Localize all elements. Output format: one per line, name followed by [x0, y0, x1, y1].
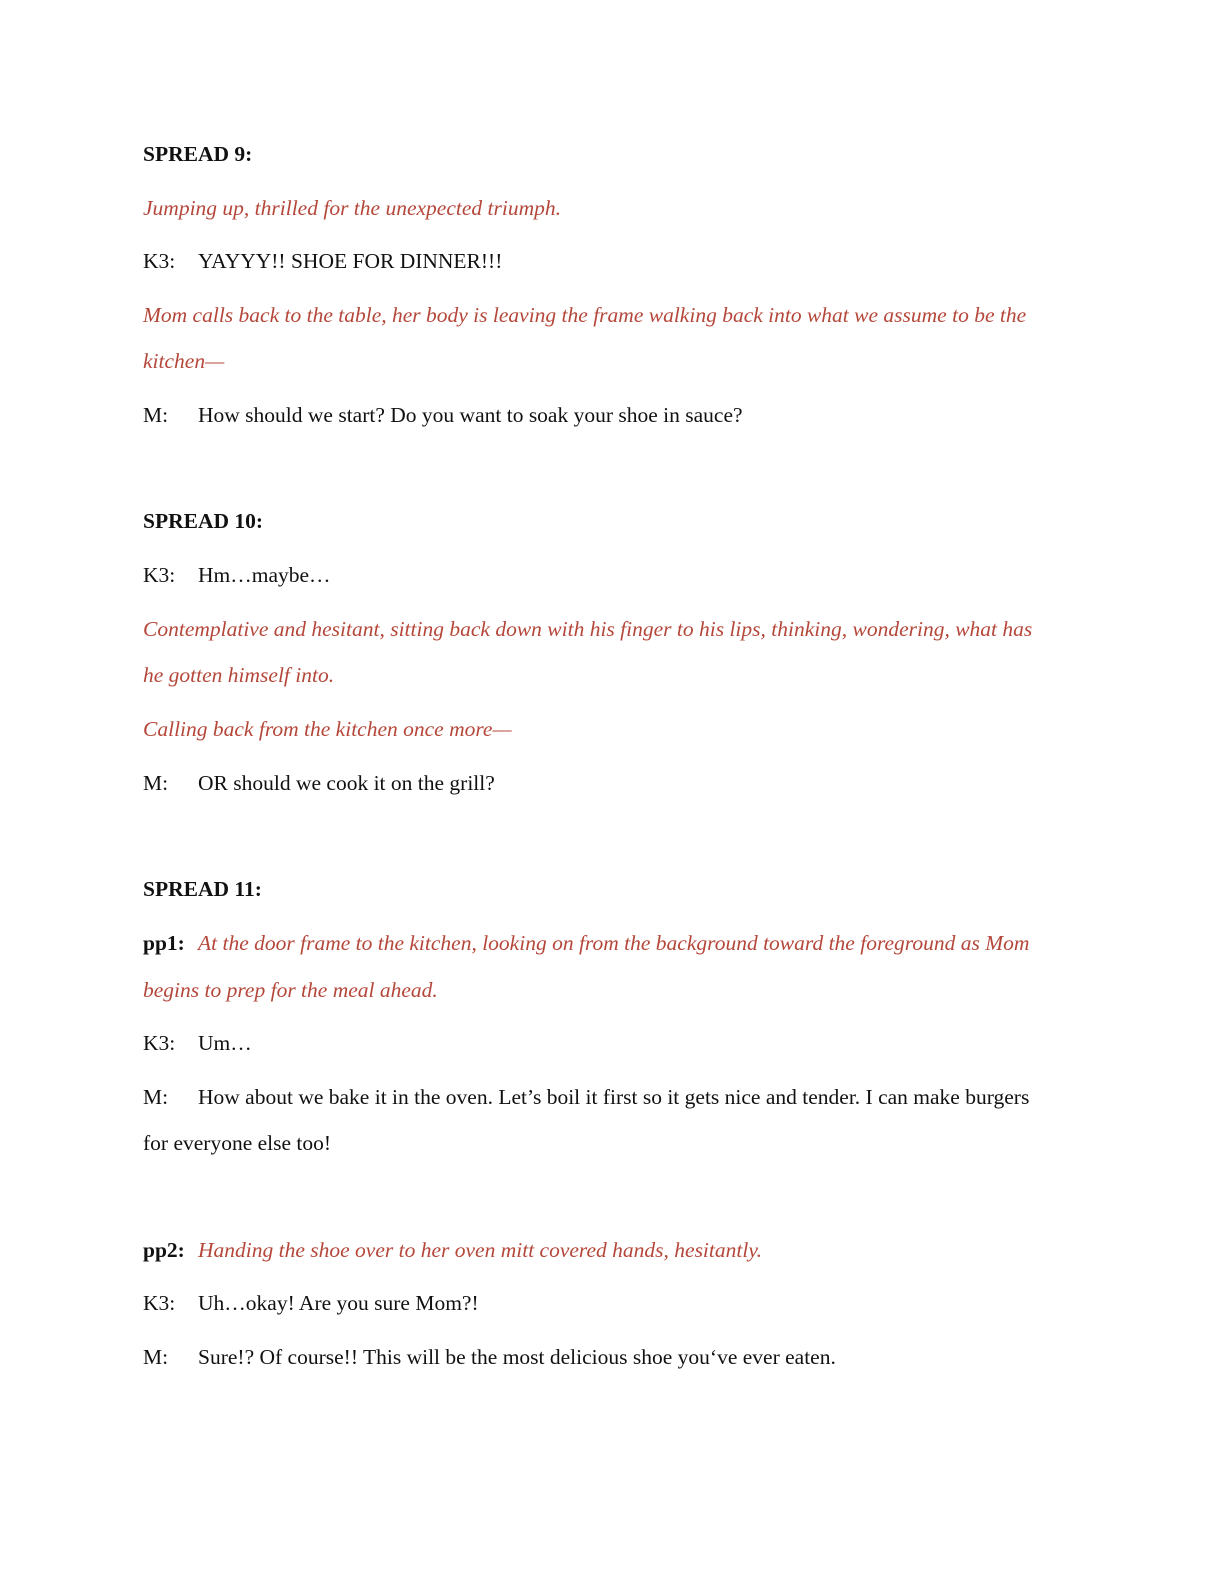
- dialogue-text: Sure!? Of course!! This will be the most delicious shoe you‘ve ever eaten.: [198, 1345, 836, 1369]
- panel-label: pp2:: [143, 1238, 185, 1262]
- direction-text: At the door frame to the kitchen, looking on from the background toward the foreground as Mom: [198, 931, 1030, 955]
- speaker-label: K3:: [143, 563, 176, 587]
- dialogue-text: How should we start? Do you want to soak your shoe in sauce?: [198, 403, 743, 427]
- speaker-label: K3:: [143, 1031, 176, 1055]
- spread-10-direction-2: Calling back from the kitchen once more—: [143, 717, 512, 741]
- spread-9-direction-2-line-2: kitchen—: [143, 349, 225, 373]
- pp1-dialogue-1: [143, 1020, 1053, 1066]
- dialogue-text: Hm…maybe…: [198, 563, 331, 587]
- speaker-label: M:: [143, 771, 169, 795]
- pp2-dialogue-1: [143, 1280, 1053, 1326]
- speaker-label: M:: [143, 403, 169, 427]
- dialogue-text: Um…: [198, 1031, 252, 1055]
- dialogue-text: How about we bake it in the oven. Let’s boil it first so it gets nice and tender. I can make burgers: [198, 1085, 1030, 1109]
- spread-10-direction-1-line-2: he gotten himself into.: [143, 663, 335, 687]
- speaker-label: M:: [143, 1345, 169, 1369]
- pp1-direction-line-2: begins to prep for the meal ahead.: [143, 978, 438, 1002]
- spread-9-dialogue-1: [143, 238, 1053, 284]
- dialogue-text: YAYYY!! SHOE FOR DINNER!!!: [198, 249, 503, 273]
- pp1-dialogue-2-line-1: [143, 1074, 1053, 1120]
- pp1-dialogue-2-line-2: for everyone else too!: [143, 1131, 332, 1155]
- spread-10-dialogue-2: [143, 760, 1053, 806]
- spread-9-heading: SPREAD 9:: [143, 142, 253, 166]
- pp1-direction-line-1: [143, 920, 1053, 966]
- pp2-direction: [143, 1227, 1053, 1273]
- pp2-dialogue-2: [143, 1334, 1053, 1380]
- spread-10-dialogue-1: [143, 552, 1053, 598]
- dialogue-text: OR should we cook it on the grill?: [198, 771, 495, 795]
- direction-text: Handing the shoe over to her oven mitt covered hands, hesitantly.: [198, 1238, 763, 1262]
- panel-label: pp1:: [143, 931, 185, 955]
- speaker-label: M:: [143, 1085, 169, 1109]
- speaker-label: K3:: [143, 1291, 176, 1315]
- spread-10-heading: SPREAD 10:: [143, 509, 264, 533]
- speaker-label: K3:: [143, 249, 176, 273]
- spread-11-heading: SPREAD 11:: [143, 877, 262, 901]
- spread-10-direction-1-line-1: Contemplative and hesitant, sitting back down with his finger to his lips, thinking, wondering, what has: [143, 617, 1033, 641]
- spread-9-direction-2-line-1: Mom calls back to the table, her body is leaving the frame walking back into what we assume to be the: [143, 303, 1027, 327]
- spread-9-direction-1: Jumping up, thrilled for the unexpected triumph.: [143, 196, 561, 220]
- dialogue-text: Uh…okay! Are you sure Mom?!: [198, 1291, 479, 1315]
- spread-9-dialogue-2: [143, 392, 1053, 438]
